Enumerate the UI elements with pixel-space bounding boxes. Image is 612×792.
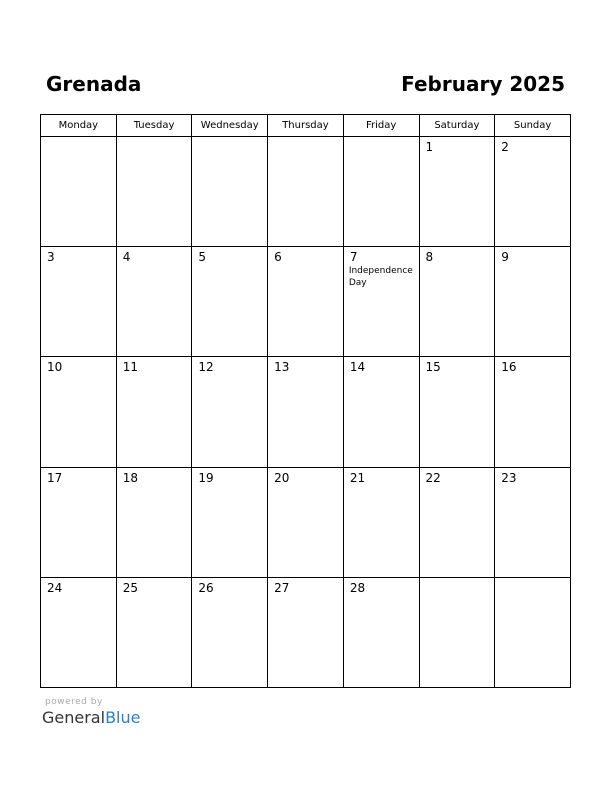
weekday-header-row <box>41 115 571 137</box>
week-row <box>41 577 571 687</box>
day-cell <box>419 247 495 357</box>
day-number: 21 <box>349 470 366 485</box>
weekday-sunday: Sunday <box>495 115 571 137</box>
calendar-grid <box>40 114 571 688</box>
weekday-saturday: Saturday <box>419 115 495 137</box>
day-number: 22 <box>425 470 441 485</box>
day-number: 9 <box>501 250 509 265</box>
day-cell <box>495 137 571 247</box>
weekday-thursday: Thursday <box>268 115 344 137</box>
day-cell <box>495 357 571 467</box>
week-row <box>41 357 571 467</box>
day-cell <box>268 247 344 357</box>
day-number <box>268 137 343 140</box>
day-cell <box>419 467 495 577</box>
day-number: 20 <box>274 470 290 485</box>
day-cell <box>116 577 192 687</box>
day-number: 1 <box>425 140 434 154</box>
week-row <box>41 247 571 357</box>
day-cell <box>116 137 192 247</box>
day-number: 18 <box>122 470 138 485</box>
day-cell <box>41 577 117 687</box>
day-number: 14 <box>349 360 366 375</box>
day-cell <box>192 357 268 467</box>
day-cell <box>495 467 571 577</box>
day-number <box>420 578 495 581</box>
powered-by-text: powered by <box>45 697 103 707</box>
day-cell <box>343 137 419 247</box>
day-cell <box>495 577 571 687</box>
country-title: Grenada <box>46 72 142 96</box>
day-cell <box>268 577 344 687</box>
day-number: 10 <box>47 360 63 375</box>
day-number <box>41 137 116 140</box>
day-number: 13 <box>274 360 290 375</box>
day-cell <box>343 357 419 467</box>
day-number: 25 <box>122 580 138 595</box>
day-cell <box>116 467 192 577</box>
day-cell <box>192 247 268 357</box>
day-number: 8 <box>425 250 434 265</box>
day-cell <box>116 357 192 467</box>
day-number: 24 <box>47 580 63 595</box>
day-cell <box>192 137 268 247</box>
day-number: 23 <box>501 470 517 485</box>
day-cell <box>268 467 344 577</box>
day-number: 5 <box>198 250 207 265</box>
brand-blue-text: Blue <box>105 708 141 727</box>
day-cell <box>419 357 495 467</box>
day-cell <box>268 137 344 247</box>
weekday-friday: Friday <box>343 115 419 137</box>
day-number: 28 <box>349 580 366 595</box>
month-year-title: February 2025 <box>401 72 565 96</box>
day-number: 11 <box>122 360 138 375</box>
day-number: 19 <box>198 470 214 485</box>
day-number: 15 <box>425 360 441 375</box>
holiday-label: Independence Day <box>348 266 413 289</box>
day-number: 3 <box>47 250 55 265</box>
day-cell <box>192 577 268 687</box>
day-cell <box>41 357 117 467</box>
day-number: 17 <box>47 470 63 485</box>
weekday-wednesday: Wednesday <box>192 115 268 137</box>
day-cell <box>343 577 419 687</box>
day-number <box>344 137 419 140</box>
day-number: 2 <box>501 140 509 154</box>
day-cell <box>192 467 268 577</box>
week-row <box>41 137 571 247</box>
day-cell <box>41 467 117 577</box>
day-cell <box>495 247 571 357</box>
calendar-body <box>41 137 571 688</box>
day-number <box>495 578 570 581</box>
day-cell <box>41 137 117 247</box>
day-cell <box>268 357 344 467</box>
day-number: 12 <box>198 360 214 375</box>
day-number: 27 <box>274 580 290 595</box>
day-number: 4 <box>122 250 131 265</box>
weekday-tuesday: Tuesday <box>116 115 192 137</box>
day-cell <box>343 467 419 577</box>
day-number: 26 <box>198 580 214 595</box>
day-cell <box>419 577 495 687</box>
day-cell <box>41 247 117 357</box>
day-number <box>192 137 267 140</box>
week-row <box>41 467 571 577</box>
day-number: 6 <box>274 250 282 265</box>
day-number: 16 <box>501 360 517 375</box>
day-cell <box>116 247 192 357</box>
day-number: 7 <box>349 250 358 265</box>
generalblue-logo <box>42 708 140 728</box>
brand-general-text: General <box>42 708 106 727</box>
day-cell <box>343 247 419 357</box>
day-number <box>117 137 192 140</box>
day-cell <box>419 137 495 247</box>
weekday-monday: Monday <box>41 115 117 137</box>
